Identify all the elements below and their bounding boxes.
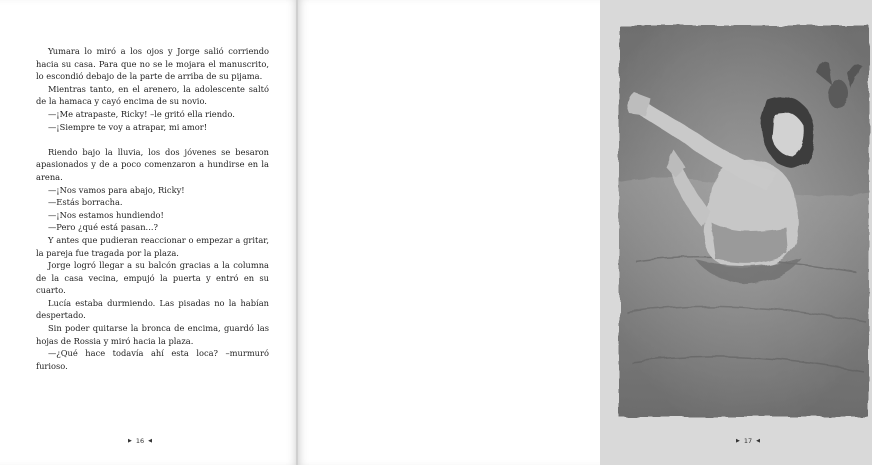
paragraph: —¡Siempre te voy a atrapar, mi amor! [48, 121, 208, 132]
paragraph: Jorge logró llegar a su balcón gracias a la columna de la casa vecina, empujó la puerta y entró en su cuarto. [36, 260, 269, 296]
illustration [616, 22, 872, 420]
paragraph: —¿Qué hace todavía ahí esta loca? –murmuró furioso. [36, 348, 269, 371]
triangle-left-icon: ◀ [756, 438, 760, 444]
triangle-left-icon: ◀ [148, 438, 152, 444]
paragraph: Riendo bajo la lluvia, los dos jóvenes se besaron apasionados y de a poco comenzaron a hundirse en la arena. [36, 146, 269, 182]
page-number-left [128, 437, 152, 445]
left-page [0, 0, 297, 465]
paragraph: Yumara lo miró a los ojos y Jorge salió corriendo hacia su casa. Para que no se le mojara el manuscrito, lo escondió debajo de la parte de arriba de su pijama. [36, 46, 269, 82]
paragraph: —¡Nos estamos hundiendo! [48, 209, 164, 220]
body-text [36, 45, 269, 372]
paragraph: —¡Me atrapaste, Ricky! –le gritó ella riendo. [48, 108, 235, 119]
paragraph: —Estás borracha. [48, 197, 123, 208]
page-number: 17 [743, 437, 753, 445]
right-page [298, 0, 760, 465]
paragraph: Sin poder quitarse la bronca de encima, guardó las hojas de Rossia y miró hacia la plaza. [36, 323, 269, 346]
page-number: 16 [135, 437, 145, 445]
boy-head [827, 80, 849, 108]
triangle-right-icon: ▶ [128, 438, 132, 444]
paragraph: Y antes que pudieran reaccionar o empezar a gritar, la pareja fue tragada por la plaza. [36, 234, 269, 258]
page-number-right [736, 437, 760, 445]
paragraph: Mientras tanto, en el arenero, la adolescente saltó de la hamaca y cayó encima de su novio. [36, 83, 269, 107]
illustration-artwork [616, 22, 872, 420]
scene [619, 25, 869, 417]
paragraph: —Pero ¿qué está pasan...? [48, 222, 158, 233]
paragraph: —¡Nos vamos para abajo, Ricky! [48, 184, 185, 195]
paragraph: Lucía estaba durmiendo. Las pisadas no la habían despertado. [36, 297, 269, 321]
triangle-right-icon: ▶ [736, 438, 740, 444]
